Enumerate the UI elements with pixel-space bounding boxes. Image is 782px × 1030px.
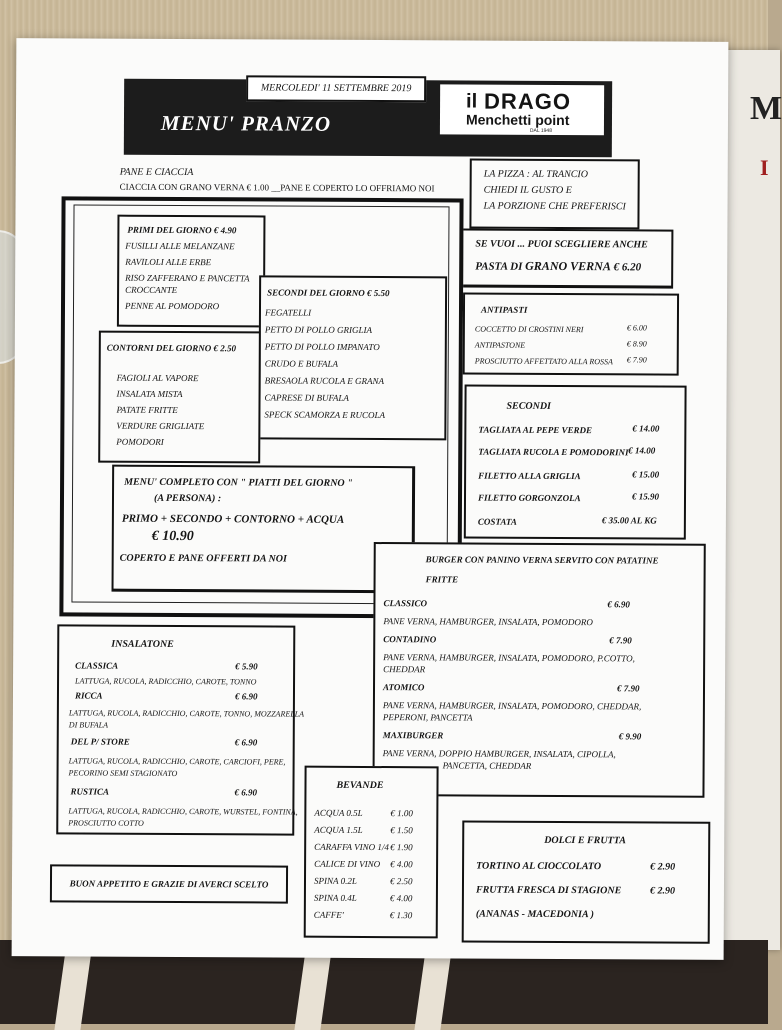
antipasti-box	[463, 292, 679, 375]
pasta-prefix: PASTA DI	[475, 260, 526, 273]
antipasti-price: € 6.00	[626, 323, 647, 333]
insalatona-price: € 6.90	[234, 691, 258, 702]
insalatone-title: INSALATONE	[111, 638, 174, 650]
secondi-giorno-item: SPECK SCAMORZA E RUCOLA	[264, 409, 386, 421]
burger-item-name: CLASSICO	[383, 598, 428, 609]
pizza-box	[469, 159, 639, 230]
secondi-item: FILETTO GORGONZOLA	[477, 492, 581, 504]
bevanda-name: ACQUA 1.5L	[314, 824, 363, 835]
bevanda-price: € 2.50	[389, 876, 413, 887]
burger-item-name: ATOMICO	[382, 682, 425, 693]
bevanda-price: € 1.00	[390, 808, 413, 819]
insalatona-name: RUSTICA	[70, 786, 110, 797]
insalatone-box	[56, 624, 305, 835]
completo-line: (A PERSONA) :	[153, 492, 222, 505]
bevanda-price: € 4.00	[390, 859, 413, 870]
bevanda-name: CALICE DI VINO	[314, 858, 381, 870]
contorni-item: PATATE FRITTE	[116, 404, 178, 415]
dolci-item: TORTINO AL CIOCCOLATO	[476, 860, 602, 873]
logo-subtitle: Menchetti point	[465, 111, 570, 129]
logo-il: il	[466, 90, 478, 113]
secondi-giorno-item: CRUDO E BUFALA	[264, 358, 339, 369]
secondi-giorno-item: CAPRESE DI BUFALA	[264, 392, 349, 403]
burger-item-desc: PANE VERNA, HAMBURGER, INSALATA, POMODORO, P.COTTO,	[383, 652, 635, 664]
bevanda-name: SPINA 0.4L	[313, 892, 357, 903]
bevande-title: BEVANDE	[336, 779, 384, 792]
pasta-line: SE VUOI ... PUOI SCEGLIERE ANCHE	[475, 238, 648, 251]
secondi-item: TAGLIATA AL PEPE VERDE	[478, 424, 593, 436]
contorni-box	[98, 331, 261, 464]
primi-item: RISO ZAFFERANO E PANCETTA	[125, 272, 250, 284]
completo-line: COPERTO E PANE OFFERTI DA NOI	[119, 552, 287, 565]
insalatona-desc: PECORINO SEMI STAGIONATO	[68, 768, 178, 778]
burger-box	[372, 542, 705, 798]
secondi-item: TAGLIATA RUCOLA E POMODORINI	[478, 446, 629, 458]
bevanda-price: € 1.50	[390, 825, 413, 836]
burger-item-price: € 7.90	[609, 635, 632, 646]
burger-item-name: MAXIBURGER	[382, 730, 444, 741]
secondi-item: FILETTO ALLA GRIGLIA	[478, 470, 581, 482]
insalatona-price: € 5.90	[235, 661, 258, 672]
bevande-box	[304, 766, 439, 939]
primi-item: RAVILOLI ALLE ERBE	[125, 256, 212, 268]
logo-drago: DRAGO	[484, 88, 572, 115]
primi-item: CROCCANTE	[125, 284, 178, 295]
dolci-price: € 2.90	[649, 885, 675, 897]
contorni-title: CONTORNI DEL GIORNO € 2.50	[106, 342, 237, 354]
completo-line: MENU' COMPLETO CON " PIATTI DEL GIORNO "	[124, 476, 353, 489]
insalatona-desc: LATTUGA, RUCOLA, RADICCHIO, CAROTE, CARCIOFI, PERE,	[68, 756, 286, 767]
pasta-price: € 6.20	[610, 261, 642, 274]
contorni-item: INSALATA MISTA	[116, 388, 183, 400]
pasta-box	[461, 228, 673, 288]
pizza-line: LA PIZZA : AL TRANCIO	[483, 168, 589, 181]
antipasti-price: € 8.90	[626, 339, 647, 349]
pane-text: CIACCIA CON GRANO VERNA € 1.00 __PANE E COPERTO LO OFFRIAMO NOI	[119, 181, 435, 194]
secondi-giorno-item: FEGATELLI	[264, 307, 312, 318]
secondi-item: COSTATA	[477, 516, 517, 527]
menu-sheet	[12, 38, 729, 960]
burger-title: FRITTE	[425, 574, 459, 585]
insalatona-desc: LATTUGA, RUCOLA, RADICCHIO, CAROTE, TONNO, MOZZARELLA	[68, 708, 305, 719]
dolci-item: FRUTTA FRESCA DI STAGIONE	[475, 884, 622, 897]
insalatona-name: CLASSICA	[75, 660, 119, 671]
secondi-giorno-item: PETTO DI POLLO GRIGLIA	[264, 324, 373, 336]
antipasti-item: COCCETTO DI CROSTINI NERI	[474, 324, 584, 335]
bevanda-name: SPINA 0.2L	[313, 875, 357, 886]
burger-item-desc: PANE VERNA, HAMBURGER, INSALATA, POMODORO	[383, 616, 593, 628]
second-sheet-red-letter: I	[760, 155, 769, 180]
burger-item-price: € 6.90	[607, 599, 630, 610]
dolci-box	[462, 820, 711, 943]
bevanda-price: € 4.00	[389, 893, 413, 904]
second-sheet-letter: M	[750, 90, 782, 127]
insalatona-price: € 6.90	[234, 787, 257, 798]
grano-verna: GRANO VERNA	[525, 258, 611, 274]
contorni-item: VERDURE GRIGLIATE	[116, 420, 205, 432]
burger-title: BURGER CON PANINO VERNA SERVITO CON PATATINE	[425, 554, 659, 566]
pizza-line: CHIEDI IL GUSTO E	[483, 184, 572, 197]
antipasti-title: ANTIPASTI	[480, 304, 528, 315]
insalatona-name: DEL P/ STORE	[70, 736, 130, 747]
logo-year: DAL 1948	[529, 127, 553, 134]
insalatona-desc: LATTUGA, RUCOLA, RADICCHIO, CAROTE, TONNO	[75, 676, 257, 687]
menu-title: MENU' PRANZO	[160, 110, 332, 136]
primi-item: PENNE AL POMODORO	[124, 300, 220, 312]
secondi-price: € 35.00 AL KG	[601, 515, 657, 526]
secondi-giorno-title: SECONDI DEL GIORNO € 5.50	[267, 287, 390, 299]
pane-title: PANE E CIACCIA	[119, 166, 194, 179]
primi-box	[117, 215, 266, 328]
dolci-note: (ANANAS - MACEDONIA )	[475, 908, 594, 921]
bevanda-price: € 1.90	[390, 842, 413, 853]
primi-item: FUSILLI ALLE MELANZANE	[125, 240, 235, 252]
pasta-line	[475, 259, 671, 275]
burger-item-desc: PEPERONI, PANCETTA	[382, 712, 473, 723]
burger-item-price: € 7.90	[616, 683, 640, 694]
burger-item-desc: PANE VERNA, DOPPIO HAMBURGER, INSALATA, CIPOLLA,	[382, 748, 616, 760]
restaurant-logo	[440, 84, 604, 135]
burger-item-desc: PANE VERNA, HAMBURGER, INSALATA, POMODORO, CHEDDAR,	[382, 700, 642, 712]
dolci-title: DOLCI E FRUTTA	[544, 834, 626, 847]
secondi-price: € 14.00	[628, 445, 656, 456]
insalatona-price: € 6.90	[234, 737, 258, 748]
secondi-giorno-item: PETTO DI POLLO IMPANATO	[264, 341, 380, 353]
insalatona-desc: DI BUFALA	[68, 720, 109, 730]
burger-item-price: € 9.90	[618, 731, 642, 742]
contorni-item: POMODORI	[116, 436, 164, 447]
burger-item-desc: CHEDDAR	[383, 664, 426, 675]
pizza-line: LA PORZIONE CHE PREFERISCI	[483, 200, 626, 213]
burger-item-desc: PANCETTA, CHEDDAR	[442, 760, 532, 771]
menu-completo-box	[112, 465, 416, 594]
primi-title: PRIMI DEL GIORNO € 4.90	[127, 224, 237, 236]
antipasti-item: ANTIPASTONE	[474, 340, 526, 350]
bevanda-name: CAFFE'	[313, 909, 344, 920]
bevanda-price: € 1.30	[389, 910, 413, 921]
contorni-item: FAGIOLI AL VAPORE	[116, 372, 199, 384]
insalatona-name: RICCA	[74, 690, 103, 701]
bevanda-name: CARAFFA VINO 1/4	[314, 841, 389, 853]
footer-message: BUON APPETITO E GRAZIE DI AVERCI SCELTO	[50, 864, 288, 903]
secondi-price: € 14.00	[632, 423, 660, 434]
secondi-price: € 15.00	[632, 469, 660, 480]
completo-price: € 10.90	[151, 528, 194, 545]
antipasti-item: PROSCIUTTO AFFETTATO ALLA ROSSA	[474, 356, 613, 367]
antipasti-price: € 7.90	[626, 355, 647, 365]
secondi-price: € 15.90	[631, 491, 660, 502]
completo-line: PRIMO + SECONDO + CONTORNO + ACQUA	[121, 512, 345, 526]
secondi-giorno-box	[258, 275, 447, 440]
secondi-title: SECONDI	[506, 400, 551, 412]
insalatona-desc: PROSCIUTTO COTTO	[68, 818, 144, 828]
insalatona-desc: LATTUGA, RUCOLA, RADICCHIO, CAROTE, WURSTEL, FONTINA,	[68, 806, 298, 817]
secondi-box	[464, 384, 687, 539]
dolci-price: € 2.90	[650, 861, 676, 873]
bevanda-name: ACQUA 0.5L	[314, 807, 363, 818]
menu-date: MERCOLEDI' 11 SETTEMBRE 2019	[246, 75, 426, 102]
secondi-giorno-item: BRESAOLA RUCOLA E GRANA	[264, 375, 385, 387]
burger-item-name: CONTADINO	[383, 634, 437, 645]
